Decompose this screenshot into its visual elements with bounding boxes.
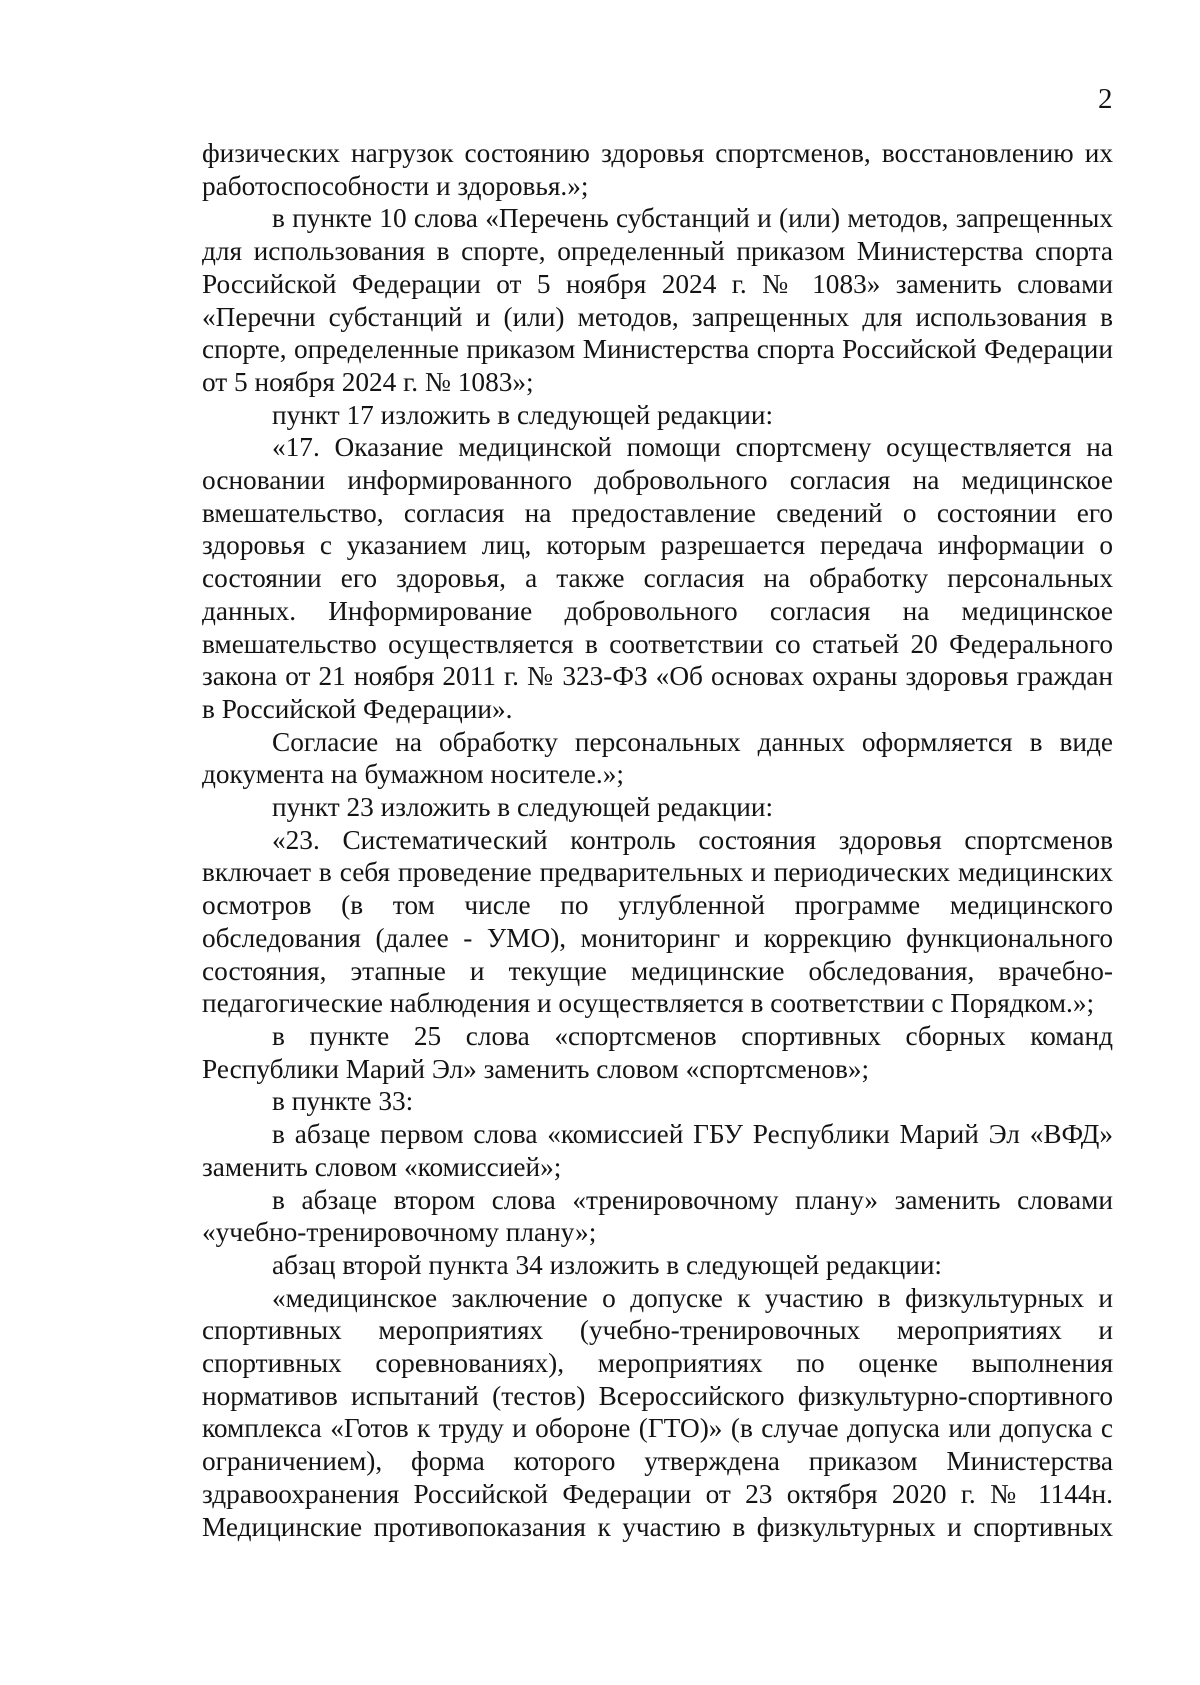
paragraph: в пункте 10 слова «Перечень субстанций и (или) методов, запрещенных для использования в спорте, определенный приказом Министерства спорта Российской Федерации от 5 ноября 2024 г. № 1083» заменить словами «Перечни субстанций и (или) методов, запрещенных для использования в спорте, определенные приказом Министерства спорта Российской Федерации от 5 ноября 2024 г. № 1083»;: [202, 203, 1113, 397]
document-body: [202, 137, 1113, 1543]
paragraph: «медицинское заключение о допуске к участию в физкультурных и спортивных мероприятиях (учебно-тренировочных мероприятиях и спортивных соревнованиях), мероприятиях по оценке выполнения нормативов испытаний (тестов) Всероссийского физкультурно-спортивного комплекса «Готов к труду и обороне (ГТО)» (в случае допуска или допуска с ограничением), форма которого утверждена приказом Министерства здравоохранения Российской Федерации от 23 октября 2020 г. № 1144н. Медицинские противопоказания к участию в физкультурных и спортивных: [202, 1282, 1113, 1542]
paragraph: «23. Систематический контроль состояния здоровья спортсменов включает в себя проведение предварительных и периодических медицинских осмотров (в том числе по углубленной программе медицинского обследования (далее - УМО), мониторинг и коррекцию функционального состояния, этапные и текущие медицинские обследования, врачебно-педагогические наблюдения и осуществляется в соответствии с Порядком.»;: [202, 824, 1113, 1019]
paragraph: пункт 17 изложить в следующей редакции:: [272, 399, 774, 430]
paragraph: Согласие на обработку персональных данных оформляется в виде документа на бумажном носителе.»;: [202, 726, 1113, 790]
page-number: 2: [1098, 83, 1113, 115]
paragraph: абзац второй пункта 34 изложить в следующей редакции:: [272, 1249, 943, 1280]
paragraph: пункт 23 изложить в следующей редакции:: [272, 792, 774, 823]
paragraph: в абзаце первом слова «комиссией ГБУ Республики Марий Эл «ВФД» заменить словом «комиссией»;: [202, 1119, 1113, 1182]
paragraph: «17. Оказание медицинской помощи спортсмену осуществляется на основании информированного добровольного согласия на медицинское вмешательство, согласия на предоставление сведений о состоянии его здоровья с указанием лиц, которым разрешается передача информации о состоянии его здоровья, а также согласия на обработку персональных данных. Информирование добровольного согласия на медицинское вмешательство осуществляется в соответствии со статьей 20 Федерального закона от 21 ноября 2011 г. № 323-ФЗ «Об основах охраны здоровья граждан в Российской Федерации».: [202, 432, 1113, 724]
paragraph: в пункте 25 слова «спортсменов спортивных сборных команд Республики Марий Эл» заменить словом «спортсменов»;: [202, 1020, 1113, 1084]
paragraph: в абзаце втором слова «тренировочному плану» заменить словами «учебно-тренировочному плану»;: [202, 1184, 1113, 1248]
paragraph: в пункте 33:: [272, 1086, 414, 1117]
paragraph: физических нагрузок состоянию здоровья спортсменов, восстановлению их работоспособности и здоровья.»;: [202, 138, 1113, 201]
